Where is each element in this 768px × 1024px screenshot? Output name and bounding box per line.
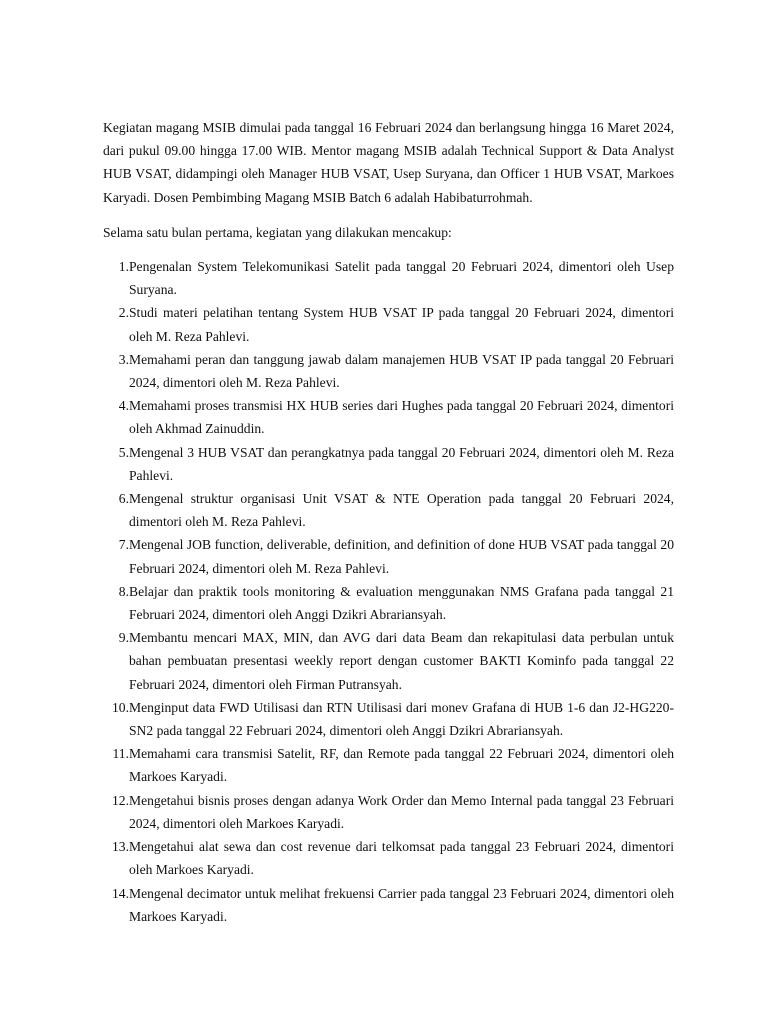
list-item-text: Mengenal JOB function, deliverable, definition, and definition of done HUB VSAT pada tanggal 20 Februari 2024, dimentori oleh M. Reza Pahlevi. <box>129 537 674 576</box>
list-item <box>103 789 674 835</box>
list-item-number: 4. <box>118 398 129 414</box>
list-item-text: Memahami cara transmisi Satelit, RF, dan Remote pada tanggal 22 Februari 2024, dimentori oleh Markoes Karyadi. <box>129 746 674 785</box>
list-item-number: 8. <box>118 583 129 599</box>
list-lead-paragraph: Selama satu bulan pertama, kegiatan yang dilakukan mencakup: <box>103 224 452 240</box>
list-item <box>103 255 674 301</box>
list-item-number: 14. <box>112 885 129 901</box>
list-item-number: 1. <box>118 259 129 275</box>
list-item <box>103 882 674 928</box>
list-item-number: 9. <box>118 630 129 646</box>
list-item <box>103 301 674 347</box>
list-item-text: Menginput data FWD Utilisasi dan RTN Utilisasi dari monev Grafana di HUB 1-6 dan J2-HG220-SN2 pada tanggal 22 Februari 2024, dimentori oleh Anggi Dzikri Abrariansyah. <box>129 699 674 739</box>
list-item-text: Membantu mencari MAX, MIN, dan AVG dari data Beam dan rekapitulasi data perbulan untuk bahan pembuatan presentasi weekly report dengan customer BAKTI Kominfo pada tanggal 22 Februari 2024, dimentori oleh Firman Putransyah. <box>129 630 674 692</box>
list-item-number: 5. <box>118 444 129 460</box>
list-item <box>103 441 674 487</box>
list-item-number: 3. <box>118 351 129 367</box>
list-item <box>103 394 674 440</box>
list-item-number: 7. <box>118 537 129 553</box>
list-item-number: 11. <box>112 746 129 762</box>
list-item-number: 6. <box>118 491 129 507</box>
list-item-text: Mengenal struktur organisasi Unit VSAT & NTE Operation pada tanggal 20 Februari 2024, dimentori oleh M. Reza Pahlevi. <box>129 491 674 530</box>
list-item-text: Belajar dan praktik tools monitoring & evaluation menggunakan NMS Grafana pada tanggal 21 Februari 2024, dimentori oleh Anggi Dzikri Abrariansyah. <box>129 583 674 623</box>
list-item-text: Mengenal 3 HUB VSAT dan perangkatnya pada tanggal 20 Februari 2024, dimentori oleh M. Reza Pahlevi. <box>129 444 674 483</box>
list-item-number: 13. <box>112 839 129 855</box>
list-item-text: Mengetahui alat sewa dan cost revenue dari telkomsat pada tanggal 23 Februari 2024, dimentori oleh Markoes Karyadi. <box>129 839 674 878</box>
list-item <box>103 580 674 626</box>
list-item-text: Pengenalan System Telekomunikasi Satelit pada tanggal 20 Februari 2024, dimentori oleh Usep Suryana. <box>129 259 674 298</box>
list-item-number: 12. <box>112 792 129 808</box>
list-item <box>103 835 674 881</box>
list-item-number: 10. <box>112 699 129 715</box>
list-item <box>103 626 674 696</box>
activity-list <box>103 255 674 928</box>
list-item <box>103 487 674 533</box>
list-item-number: 2. <box>118 305 129 321</box>
intro-paragraph: Kegiatan magang MSIB dimulai pada tanggal 16 Februari 2024 dan berlangsung hingga 16 Maret 2024, dari pukul 09.00 hingga 17.00 WIB. Mentor magang MSIB adalah Technical Support & Data Analyst HUB VSAT, didampingi oleh Manager HUB VSAT, Usep Suryana, dan Officer 1 HUB VSAT, Markoes Karyadi. Dosen Pembimbing Magang MSIB Batch 6 adalah Habibaturrohmah. <box>103 120 674 205</box>
list-item <box>103 696 674 742</box>
list-item-text: Memahami peran dan tanggung jawab dalam manajemen HUB VSAT IP pada tanggal 20 Februari 2024, dimentori oleh M. Reza Pahlevi. <box>129 351 674 391</box>
list-item <box>103 533 674 579</box>
document-page <box>103 116 674 928</box>
list-item <box>103 348 674 394</box>
list-item-text: Memahami proses transmisi HX HUB series dari Hughes pada tanggal 20 Februari 2024, dimentori oleh Akhmad Zainuddin. <box>129 398 674 437</box>
list-item-text: Mengenal decimator untuk melihat frekuensi Carrier pada tanggal 23 Februari 2024, dimentori oleh Markoes Karyadi. <box>129 885 674 924</box>
list-item-text: Mengetahui bisnis proses dengan adanya Work Order dan Memo Internal pada tanggal 23 Februari 2024, dimentori oleh Markoes Karyadi. <box>129 792 674 831</box>
list-item <box>103 742 674 788</box>
list-item-text: Studi materi pelatihan tentang System HUB VSAT IP pada tanggal 20 Februari 2024, dimentori oleh M. Reza Pahlevi. <box>129 305 674 344</box>
